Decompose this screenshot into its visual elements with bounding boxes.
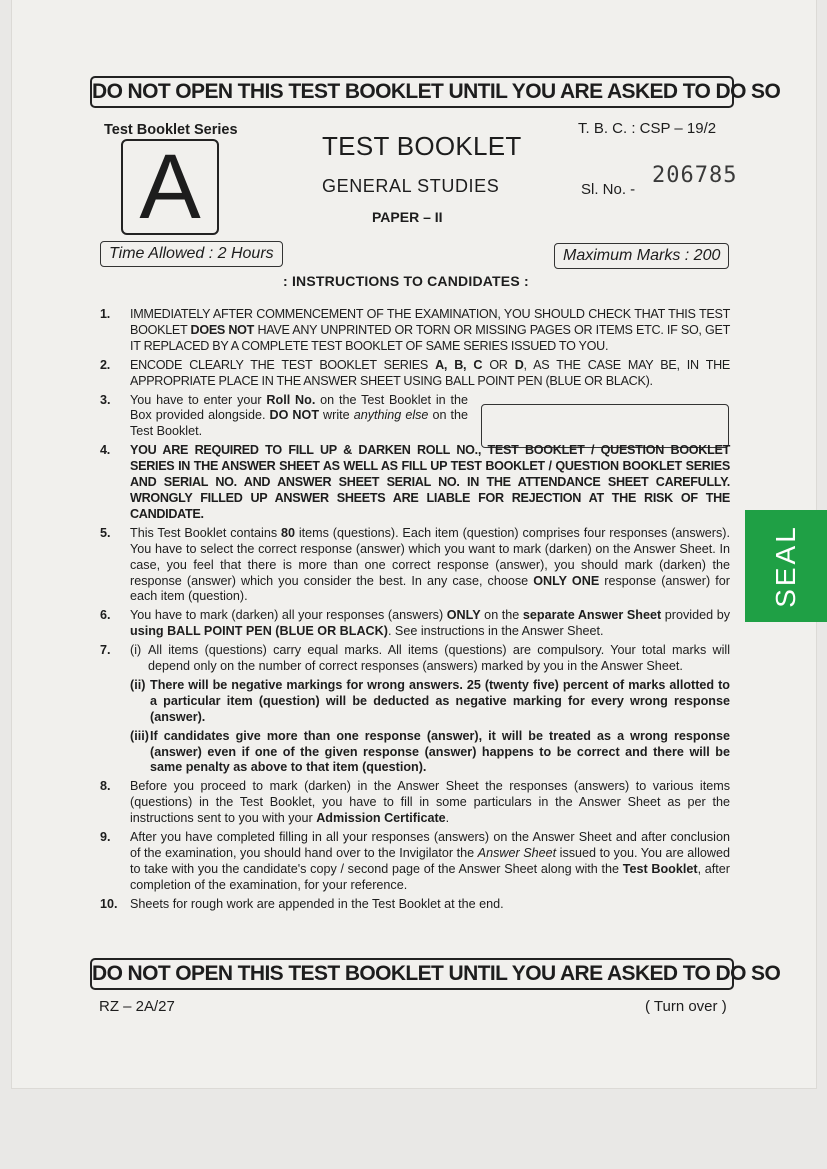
subject-title: GENERAL STUDIES: [322, 176, 500, 196]
instruction-item: 3. You have to enter your Roll No. on the Test Booklet in the Box provided alongside. DO NOT write anything else on the Test Booklet.: [100, 392, 469, 439]
instructions-heading: : INSTRUCTIONS TO CANDIDATES :: [283, 273, 529, 289]
instruction-item: 9. After you have completed filling in all your responses (answers) on the Answer Sheet and after conclusion of the examination, you should hand over to the Invigilator the Answer Sheet issued to you. You are allowed to take with you the candidate's copy / second page of the Answer Sheet along with the Test Booklet, after completion of the examination, for your reference.: [100, 830, 730, 892]
bottom-warning-banner: DO NOT OPEN THIS TEST BOOKLET UNTIL YOU ARE ASKED TO DO SO: [90, 958, 734, 990]
instruction-item: 10. Sheets for rough work are appended in the Test Booklet at the end.: [100, 896, 504, 911]
instruction-item: 4. YOU ARE REQUIRED TO FILL UP & DARKEN ROLL NO., TEST BOOKLET / QUESTION BOOKLET SERIES IN THE ANSWER SHEET AS WELL AS FILL UP TEST BOOKLET / QUESTION BOOKLET SERIES AND SERIAL NO. AND ANSWER SHEET SERIAL NO. IN THE ATTENDANCE SHEET CAREFULLY. WRONGLY FILLED UP ANSWER SHEETS ARE LIABLE FOR REJECTION AT THE RISK OF THE CANDIDATE.: [100, 443, 730, 521]
paper-number: PAPER – II: [372, 209, 443, 225]
seal-tab: SEAL: [745, 510, 827, 622]
instruction-item: 5. This Test Booklet contains 80 items (questions). Each item (question) comprises four responses (answers). You have to select the correct response (answer) which you want to mark (darken) on the Answer Sheet. In case, you feel that there is more than one correct response (answer), you should mark (darken) the response (answer) which you consider the best. In any case, choose ONLY ONE response (answer) for each item (question).: [100, 525, 730, 604]
maximum-marks-box: Maximum Marks : 200: [554, 243, 729, 269]
serial-number-label: Sl. No. -: [581, 181, 636, 198]
turn-over-note: ( Turn over ): [645, 998, 727, 1015]
instruction-subitem: (i) All items (questions) carry equal marks. All items (questions) are compulsory. Your total marks will depend only on the number of correct responses (answers) marked by you in the Answer Sheet.: [130, 643, 730, 674]
instruction-item: 7. (i) All items (questions) carry equal marks. All items (questions) are compulsory. Your total marks will depend only on the number of correct responses (answers) marked by you in the Answer Sheet. (ii) There will be negative markings for wrong answers. 25 (twenty five) percent of marks allotted to a particular item (question) will be deducted as negative marking for every wrong response (answer). (iii) If candidates give more than one response (answer), it will be treated as a wrong response (answer) even if one of the given response (answer) happens to be correct and there will be same penalty as above to that item (question).: [100, 643, 730, 775]
instruction-item: 6. You have to mark (darken) all your responses (answers) ONLY on the separate Answer Sheet provided by using BALL POINT PEN (BLUE OR BLACK). See instructions in the Answer Sheet.: [100, 608, 730, 639]
instruction-item: 2. ENCODE CLEARLY THE TEST BOOKLET SERIES A, B, C OR D, AS THE CASE MAY BE, IN THE APPROPRIATE PLACE IN THE ANSWER SHEET USING BALL POINT PEN (BLUE OR BLACK).: [100, 357, 730, 388]
serial-number: 206785: [652, 163, 738, 188]
booklet-series-label: Test Booklet Series: [104, 122, 238, 138]
time-allowed-box: Time Allowed : 2 Hours: [100, 241, 283, 267]
booklet-series-letter: A: [121, 139, 219, 235]
tbc-code: T. B. C. : CSP – 19/2: [578, 120, 717, 137]
instruction-item: 1. IMMEDIATELY AFTER COMMENCEMENT OF THE EXAMINATION, YOU SHOULD CHECK THAT THIS TEST BOOKLET DOES NOT HAVE ANY UNPRINTED OR TORN OR MISSING PAGES OR ITEMS ETC. IF SO, GET IT REPLACED BY A COMPLETE TEST BOOKLET OF SAME SERIES ISSUED TO YOU.: [100, 307, 730, 353]
instructions-list: [100, 307, 730, 916]
booklet-title: TEST BOOKLET: [322, 131, 522, 161]
footer-code: RZ – 2A/27: [99, 998, 175, 1015]
instruction-subitem: (ii) There will be negative markings for wrong answers. 25 (twenty five) percent of marks allotted to a particular item (question) will be deducted as negative marking for every wrong response (answer).: [130, 677, 730, 724]
top-warning-banner: DO NOT OPEN THIS TEST BOOKLET UNTIL YOU ARE ASKED TO DO SO: [90, 76, 734, 108]
instruction-subitem: (iii) If candidates give more than one response (answer), it will be treated as a wrong response (answer) even if one of the given response (answer) happens to be correct and there will be same penalty as above to that item (question).: [130, 728, 730, 775]
instruction-item: 8. Before you proceed to mark (darken) in the Answer Sheet the responses (answers) to various items (questions) in the Test Booklet, you have to fill in some particulars in the Answer Sheet as per the instructions sent to you with your Admission Certificate.: [100, 779, 730, 826]
